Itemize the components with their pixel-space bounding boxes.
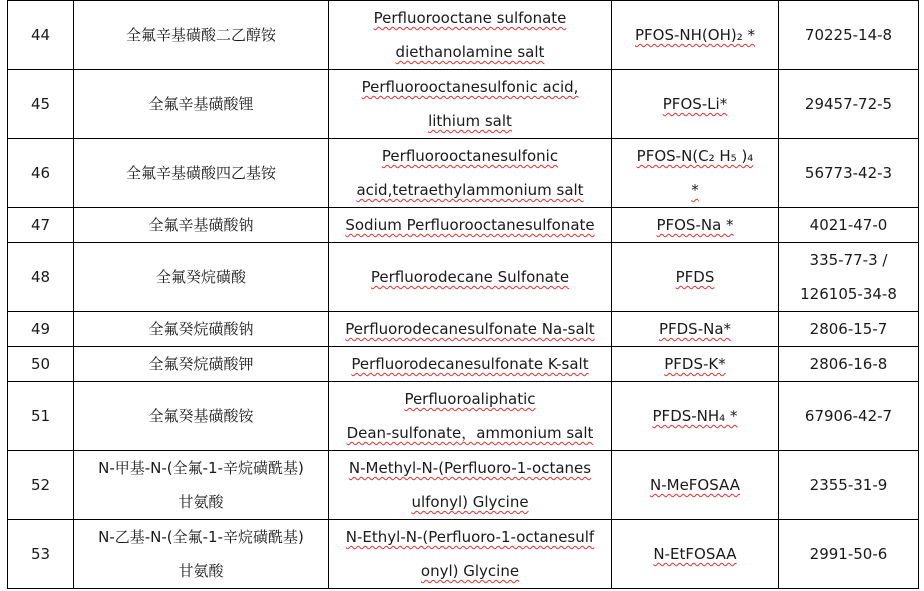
abbreviation-line-wrap	[616, 139, 774, 173]
cas-number-cell	[779, 70, 919, 139]
table-body	[8, 1, 919, 589]
abbreviation-line-wrap	[616, 468, 774, 502]
english-name-line: Dean-sulfonate，ammonium salt	[346, 424, 594, 442]
english-name-line-wrap	[333, 35, 607, 69]
english-name-line: Perfluorodecanesulfonate K-salt	[351, 355, 589, 373]
cas-number-line: 56773-42-3	[804, 164, 893, 182]
abbreviation-line-wrap	[616, 87, 774, 121]
english-name-line-wrap	[333, 382, 607, 416]
row-number-cell: 50	[8, 347, 74, 382]
english-name-line: Perfluorodecanesulfonate Na-salt	[345, 320, 595, 338]
abbreviation-cell	[612, 70, 779, 139]
abbreviation-line: PFOS-Na *	[656, 216, 734, 234]
abbreviation-line: PFOS-Li*	[662, 95, 728, 113]
row-number-cell: 47	[8, 208, 74, 243]
table-row	[8, 347, 919, 382]
chinese-name-cell	[74, 139, 329, 208]
abbreviation-line-wrap	[616, 260, 774, 294]
english-name-line-wrap	[333, 347, 607, 381]
row-number-cell: 44	[8, 1, 74, 70]
cas-number-cell	[779, 139, 919, 208]
cas-number-line: 67906-42-7	[804, 407, 893, 425]
cas-number-line: 2806-15-7	[809, 320, 888, 338]
english-name-line-wrap	[333, 312, 607, 346]
row-number-cell: 52	[8, 451, 74, 520]
abbreviation-line-wrap	[616, 312, 774, 346]
english-name-line: acid,tetraethylammonium salt	[356, 181, 584, 199]
cas-number-cell	[779, 347, 919, 382]
abbreviation-cell	[612, 139, 779, 208]
abbreviation-cell	[612, 243, 779, 312]
abbreviation-line-wrap	[616, 537, 774, 571]
english-name-cell	[329, 243, 612, 312]
english-name-line: N-Methyl-N-(Perfluoro-1-octanes	[348, 459, 592, 477]
table-row	[8, 208, 919, 243]
abbreviation-line: N-MeFOSAA	[650, 476, 740, 494]
chinese-name-cell	[74, 520, 329, 589]
row-number-cell: 51	[8, 382, 74, 451]
chinese-name-line: 全氟辛基磺酸二乙醇铵	[125, 26, 276, 44]
chinese-name-cell	[74, 1, 329, 70]
chinese-name-cell	[74, 243, 329, 312]
table-row	[8, 451, 919, 520]
chinese-name-cell	[74, 312, 329, 347]
english-name-line: Sodium Perfluorooctanesulfonate	[345, 216, 595, 234]
english-name-line: Perfluorooctane sulfonate	[373, 9, 567, 27]
abbreviation-cell	[612, 451, 779, 520]
english-name-line-wrap	[333, 70, 607, 104]
row-number-cell: 46	[8, 139, 74, 208]
english-name-line-wrap	[333, 554, 607, 588]
substance-table	[7, 0, 919, 589]
row-number-cell: 53	[8, 520, 74, 589]
abbreviation-line: N-EtFOSAA	[653, 545, 737, 563]
table-row	[8, 243, 919, 312]
cas-number-line: 4021-47-0	[809, 216, 888, 234]
row-number-cell: 45	[8, 70, 74, 139]
table-row	[8, 382, 919, 451]
chinese-name-cell	[74, 208, 329, 243]
chinese-name-line: 甘氨酸	[178, 562, 224, 580]
abbreviation-line: *	[691, 181, 699, 199]
english-name-line: ulfonyl) Glycine	[411, 493, 529, 511]
table-row	[8, 70, 919, 139]
english-name-cell	[329, 70, 612, 139]
english-name-line: diethanolamine salt	[395, 43, 545, 61]
english-name-cell	[329, 520, 612, 589]
chinese-name-cell	[74, 70, 329, 139]
cas-number-line: 2355-31-9	[809, 476, 888, 494]
abbreviation-line-wrap	[616, 347, 774, 381]
abbreviation-line: PFDS-Na*	[658, 320, 732, 338]
english-name-line: lithium salt	[428, 112, 512, 130]
abbreviation-cell	[612, 312, 779, 347]
chinese-name-cell	[74, 347, 329, 382]
english-name-line: onyl) Glycine	[420, 562, 520, 580]
cas-number-cell	[779, 451, 919, 520]
chinese-name-line: N-甲基-N-(全氟-1-辛烷磺酰基)	[98, 459, 304, 477]
cas-number-cell	[779, 520, 919, 589]
english-name-line-wrap	[333, 208, 607, 242]
cas-number-line: 70225-14-8	[804, 26, 893, 44]
chinese-name-line: 全氟癸烷磺酸钾	[148, 355, 254, 373]
row-number-cell: 48	[8, 243, 74, 312]
chinese-name-line: 全氟辛基磺酸锂	[148, 95, 254, 113]
chinese-name-line: 全氟癸烷磺酸钠	[148, 320, 254, 338]
cas-number-cell	[779, 312, 919, 347]
english-name-cell	[329, 139, 612, 208]
english-name-line: Perfluorooctanesulfonic acid,	[361, 78, 579, 96]
english-name-line-wrap	[333, 260, 607, 294]
english-name-line-wrap	[333, 1, 607, 35]
chinese-name-line: N-乙基-N-(全氟-1-辛烷磺酰基)	[98, 528, 304, 546]
table-row	[8, 139, 919, 208]
row-number-cell: 49	[8, 312, 74, 347]
chinese-name-line: 全氟辛基磺酸四乙基铵	[125, 164, 276, 182]
english-name-cell	[329, 208, 612, 243]
abbreviation-line: PFDS-K*	[664, 355, 726, 373]
table-row	[8, 1, 919, 70]
cas-number-cell	[779, 208, 919, 243]
english-name-line-wrap	[333, 416, 607, 450]
english-name-line-wrap	[333, 520, 607, 554]
cas-number-line: 29457-72-5	[804, 95, 893, 113]
cas-number-line: 126105-34-8	[800, 285, 897, 303]
abbreviation-line: PFDS	[675, 268, 715, 286]
abbreviation-line: PFOS-NH(OH)₂ *	[635, 26, 755, 44]
english-name-line-wrap	[333, 104, 607, 138]
abbreviation-cell	[612, 1, 779, 70]
cas-number-line: 2991-50-6	[809, 545, 888, 563]
english-name-cell	[329, 382, 612, 451]
cas-number-cell	[779, 1, 919, 70]
abbreviation-cell	[612, 208, 779, 243]
english-name-line-wrap	[333, 485, 607, 519]
english-name-line: Perfluorooctanesulfonic	[381, 147, 559, 165]
english-name-line: N-Ethyl-N-(Perfluoro-1-octanesulf	[345, 528, 595, 546]
english-name-line: Perfluoroaliphatic	[404, 390, 536, 408]
english-name-cell	[329, 312, 612, 347]
abbreviation-line-wrap	[616, 208, 774, 242]
table-row	[8, 520, 919, 589]
english-name-line-wrap	[333, 173, 607, 207]
cas-number-line: 335-77-3 /	[809, 251, 888, 269]
english-name-line: Perfluorodecane Sulfonate	[370, 268, 570, 286]
english-name-cell	[329, 451, 612, 520]
chinese-name-line: 甘氨酸	[178, 493, 224, 511]
chinese-name-line: 全氟癸烷磺酸	[155, 268, 246, 286]
english-name-line-wrap	[333, 139, 607, 173]
abbreviation-cell	[612, 347, 779, 382]
abbreviation-line-wrap	[616, 399, 774, 433]
abbreviation-cell	[612, 520, 779, 589]
cas-number-cell	[779, 243, 919, 312]
abbreviation-line: PFDS-NH₄ *	[652, 407, 738, 425]
english-name-cell	[329, 1, 612, 70]
cas-number-cell	[779, 382, 919, 451]
abbreviation-line-wrap	[616, 173, 774, 207]
cas-number-line: 2806-16-8	[809, 355, 888, 373]
abbreviation-cell	[612, 382, 779, 451]
chinese-name-line: 全氟辛基磺酸钠	[148, 216, 254, 234]
chinese-name-line: 全氟癸基磺酸铵	[148, 407, 254, 425]
english-name-cell	[329, 347, 612, 382]
chinese-name-cell	[74, 382, 329, 451]
abbreviation-line-wrap	[616, 18, 774, 52]
abbreviation-line: PFOS-N(C₂ H₅ )₄	[636, 147, 754, 165]
english-name-line-wrap	[333, 451, 607, 485]
table-row	[8, 312, 919, 347]
chinese-name-cell	[74, 451, 329, 520]
